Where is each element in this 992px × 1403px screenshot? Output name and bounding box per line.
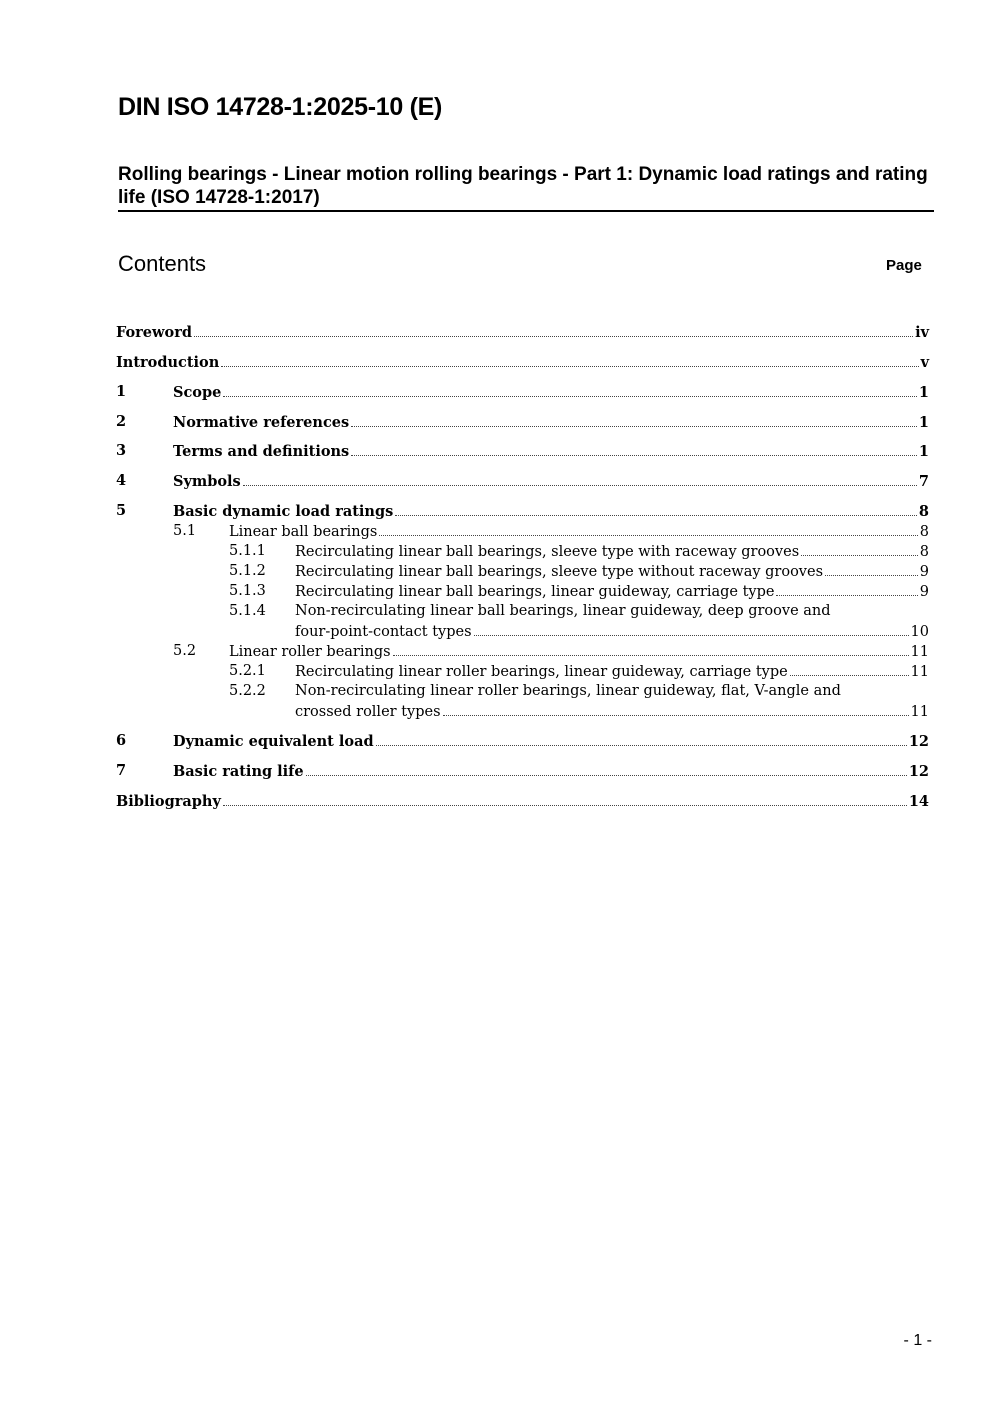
- toc-entry-page: 12: [908, 733, 929, 750]
- toc-entry-page: 11: [910, 644, 929, 660]
- toc-entry-linear-roller-bearings[interactable]: [116, 641, 929, 661]
- toc-leader-dots: [776, 581, 917, 596]
- toc-leader-dots: [223, 791, 907, 806]
- toc-entry-number: 5: [116, 502, 127, 519]
- toc-entry-number: 5.2.1: [229, 663, 266, 679]
- toc-entry-5-2-2-line2[interactable]: [116, 701, 929, 721]
- toc-entry-number: 5.1.4: [229, 603, 266, 619]
- footer-page-number: - 1 -: [903, 1332, 932, 1349]
- toc-leader-dots: [395, 501, 917, 516]
- toc-entry-number: 5.1.2: [229, 563, 266, 579]
- toc-entry-page: 11: [910, 704, 929, 720]
- toc-entry-5-2-2-line1[interactable]: [116, 681, 929, 701]
- toc-entry-page: 7: [918, 473, 929, 490]
- toc-leader-dots: [243, 471, 917, 486]
- toc-entry-page: 9: [919, 584, 929, 600]
- toc-entry-text-line1: Non-recirculating linear roller bearings, linear guideway, flat, V-angle and: [295, 683, 841, 699]
- toc-leader-dots: [306, 761, 907, 776]
- document-title: Rolling bearings - Linear motion rolling bearings - Part 1: Dynamic load ratings and rating life (ISO 14728-1:2017): [118, 164, 928, 208]
- toc-entry-normative-references[interactable]: [116, 412, 929, 432]
- toc-entry-text: four-point-contact types: [295, 624, 472, 640]
- toc-entry-page: 1: [918, 414, 929, 431]
- toc-entry-dynamic-equivalent-load[interactable]: [116, 731, 929, 751]
- toc-entry-number: 7: [116, 762, 127, 779]
- toc-entry-page: 8: [919, 524, 929, 540]
- contents-heading: Contents: [118, 251, 207, 276]
- toc-entry-text: Terms and definitions: [173, 443, 350, 460]
- toc-leader-dots: [221, 352, 918, 367]
- toc-leader-dots: [790, 661, 909, 676]
- toc-leader-dots: [393, 641, 909, 656]
- toc-leader-dots: [379, 521, 917, 536]
- toc-entry-5-1-2[interactable]: [116, 561, 929, 581]
- toc-leader-dots: [351, 441, 917, 456]
- toc-entry-scope[interactable]: [116, 382, 929, 402]
- toc-entry-text: Recirculating linear ball bearings, linear guideway, carriage type: [295, 584, 775, 600]
- toc-leader-dots: [351, 412, 917, 427]
- toc-entry-number: 1: [116, 383, 127, 400]
- toc-entry-text: Foreword: [116, 324, 192, 341]
- toc-entry-text: crossed roller types: [295, 704, 441, 720]
- toc-leader-dots: [443, 701, 909, 716]
- toc-entry-5-1-4-line1[interactable]: [116, 601, 929, 621]
- toc-entry-text: Symbols: [173, 473, 241, 490]
- toc-entry-foreword[interactable]: [116, 322, 929, 342]
- toc-entry-text: Recirculating linear roller bearings, linear guideway, carriage type: [295, 664, 788, 680]
- toc-leader-dots: [801, 541, 918, 556]
- toc-entry-text: Linear roller bearings: [229, 644, 391, 660]
- toc-entry-5-1-3[interactable]: [116, 581, 929, 601]
- toc-entry-5-2-1[interactable]: [116, 661, 929, 681]
- toc-entry-text: Recirculating linear ball bearings, sleeve type without raceway grooves: [295, 564, 824, 580]
- toc-entry-basic-rating-life[interactable]: [116, 761, 929, 781]
- toc-leader-dots: [194, 322, 913, 337]
- toc-entry-text: Linear ball bearings: [229, 524, 378, 540]
- toc-entry-text: Basic dynamic load ratings: [173, 503, 394, 520]
- toc-entry-number: 5.2: [173, 643, 197, 659]
- toc-entry-page: 11: [910, 664, 929, 680]
- toc-entry-number: 3: [116, 442, 127, 459]
- toc-entry-5-1-1[interactable]: [116, 541, 929, 561]
- toc-entry-terms-and-definitions[interactable]: [116, 441, 929, 461]
- toc-entry-number: 5.1: [173, 523, 197, 539]
- toc-entry-text: Basic rating life: [173, 763, 304, 780]
- toc-entry-number: 6: [116, 732, 127, 749]
- toc-entry-page: 9: [919, 564, 929, 580]
- toc-entry-text: Scope: [173, 384, 222, 401]
- toc-leader-dots: [474, 621, 909, 636]
- toc-entry-page: 1: [918, 384, 929, 401]
- toc-entry-number: 4: [116, 472, 127, 489]
- toc-entry-text: Recirculating linear ball bearings, sleeve type with raceway grooves: [295, 544, 800, 560]
- toc-leader-dots: [825, 561, 918, 576]
- toc-entry-linear-ball-bearings[interactable]: [116, 521, 929, 541]
- page-column-label: Page: [886, 257, 922, 274]
- toc-entry-page: 10: [910, 624, 929, 640]
- toc-entry-text-line1: Non-recirculating linear ball bearings, linear guideway, deep groove and: [295, 603, 831, 619]
- toc-entry-number: 2: [116, 413, 127, 430]
- document-id: DIN ISO 14728-1:2025-10 (E): [118, 93, 443, 121]
- toc-entry-5-1-4-line2[interactable]: [116, 621, 929, 641]
- toc-entry-page: 14: [908, 793, 929, 810]
- toc-entry-page: 8: [919, 544, 929, 560]
- toc-entry-page: iv: [915, 324, 929, 341]
- toc-entry-text: Bibliography: [116, 793, 221, 810]
- title-divider: [118, 210, 934, 212]
- toc-entry-number: 5.2.2: [229, 683, 266, 699]
- toc-entry-symbols[interactable]: [116, 471, 929, 491]
- toc-entry-number: 5.1.1: [229, 543, 266, 559]
- toc-leader-dots: [223, 382, 917, 397]
- toc-entry-text: Introduction: [116, 354, 220, 371]
- toc-entry-bibliography[interactable]: [116, 791, 929, 811]
- toc-entry-basic-dynamic-load-ratings[interactable]: [116, 501, 929, 521]
- toc-entry-introduction[interactable]: [116, 352, 929, 372]
- toc-entry-page: 1: [918, 443, 929, 460]
- toc-entry-text: Dynamic equivalent load: [173, 733, 374, 750]
- toc-entry-text: Normative references: [173, 414, 350, 431]
- toc-leader-dots: [376, 731, 907, 746]
- toc-entry-page: v: [920, 354, 929, 371]
- toc-entry-page: 12: [908, 763, 929, 780]
- toc-entry-number: 5.1.3: [229, 583, 266, 599]
- toc-entry-page: 8: [918, 503, 929, 520]
